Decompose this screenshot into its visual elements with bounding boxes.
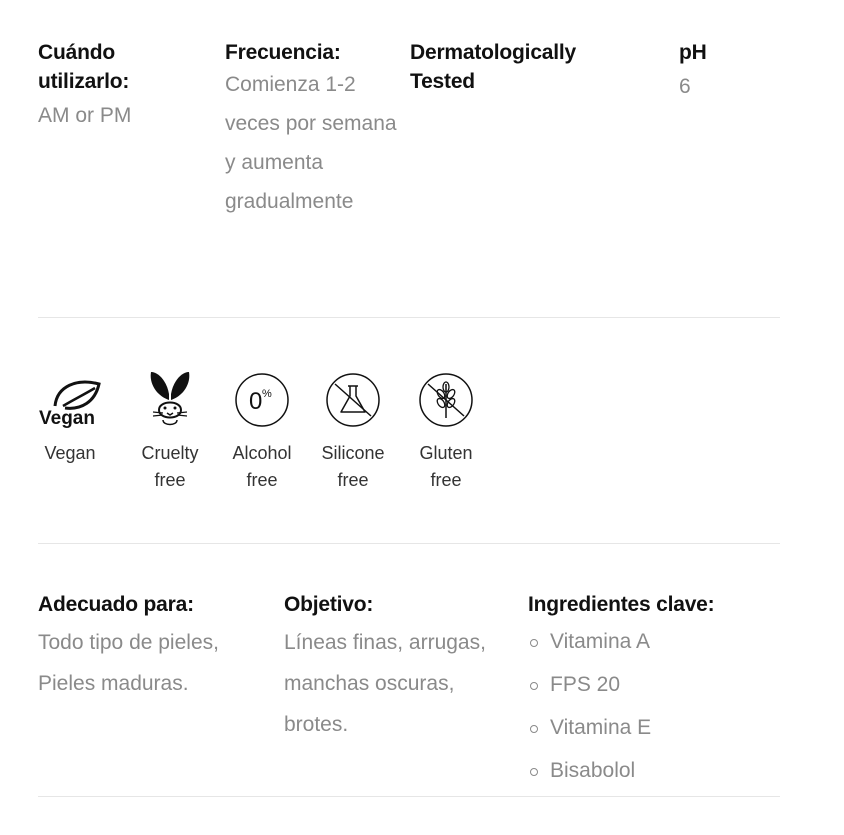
- ingredients-label: Ingredientes clave:: [528, 593, 715, 616]
- when-value: AM or PM: [38, 104, 132, 127]
- details-section: [0, 590, 844, 790]
- frequency-label: Frecuencia:: [225, 41, 341, 64]
- when-label: Cuándo utilizarlo:: [38, 41, 130, 93]
- usage-section: [0, 38, 844, 278]
- badge-gluten-free: [401, 366, 491, 494]
- objective-label: Objetivo:: [284, 593, 374, 616]
- alcohol-free-icon: [217, 366, 307, 428]
- divider: [38, 317, 780, 318]
- badge-label: Vegan: [44, 443, 96, 463]
- ph: [679, 38, 779, 106]
- list-item: FPS 20: [528, 663, 778, 706]
- tested-label: Dermatologically Tested: [410, 41, 577, 93]
- list-item: Bisabolol: [528, 749, 778, 792]
- ph-label: pH: [679, 41, 707, 64]
- list-item: Vitamina E: [528, 706, 778, 749]
- badge-label-line2: free: [154, 470, 186, 490]
- badge-cruelty-free: [125, 366, 215, 494]
- suitable-for: [38, 590, 238, 704]
- vegan-icon: [25, 366, 115, 428]
- silicone-free-icon: [308, 366, 398, 428]
- badge-label-line1: Cruelty: [141, 443, 199, 463]
- dermatologically-tested: [410, 38, 640, 96]
- divider: [38, 796, 780, 797]
- badge-alcohol-free: [217, 366, 307, 494]
- badge-vegan: [25, 366, 115, 467]
- list-item: Vitamina A: [528, 620, 778, 663]
- badge-label-line1: Alcohol: [232, 443, 292, 463]
- svg-text:%: %: [262, 388, 272, 400]
- objective-value: Líneas finas, arrugas, manchas oscuras, brotes.: [284, 631, 486, 736]
- badge-label-line2: free: [430, 470, 462, 490]
- bunny-icon: [125, 366, 215, 428]
- key-ingredients: [528, 590, 778, 792]
- when-to-use: [38, 38, 208, 135]
- badge-label-line1: Gluten: [419, 443, 473, 463]
- objective: [284, 590, 499, 745]
- suitable-value: Todo tipo de pieles, Pieles maduras.: [38, 631, 219, 695]
- ph-value: 6: [679, 75, 691, 98]
- frequency-value: Comienza 1-2 veces por semana y aumenta gradualmente: [225, 73, 397, 213]
- frequency: [225, 38, 403, 221]
- badge-label-line2: free: [246, 470, 278, 490]
- divider: [38, 543, 780, 544]
- badge-label-line2: free: [337, 470, 369, 490]
- ingredients-list: [528, 620, 778, 792]
- gluten-free-icon: [401, 366, 491, 428]
- badge-silicone-free: [308, 366, 398, 494]
- svg-text:Vegan: Vegan: [39, 408, 95, 428]
- badge-label-line1: Silicone: [321, 443, 385, 463]
- suitable-label: Adecuado para:: [38, 593, 194, 616]
- badges-row: [38, 366, 538, 506]
- svg-text:0: 0: [249, 388, 263, 415]
